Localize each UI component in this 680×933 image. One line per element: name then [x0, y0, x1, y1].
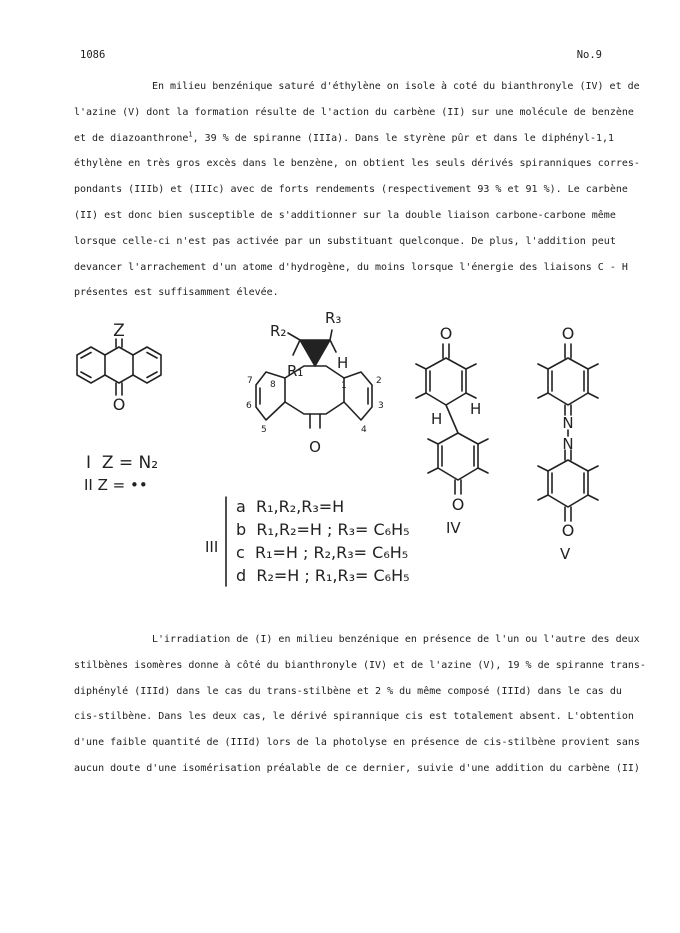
position-number: 8 [270, 380, 276, 390]
label-compound-III: III [205, 538, 219, 556]
position-number: 7 [247, 376, 253, 386]
text-line: En milieu benzénique saturé d'éthylène on isole à coté du bianthronyle (IV) et de [152, 81, 640, 92]
label-compound-I: I Z = N₂ [86, 453, 159, 473]
atom-Z: Z [113, 321, 125, 341]
text-line: pondants (IIIb) et (IIIc) avec de forts rendements (respectivement 93 % et 91 %). Le carbène [74, 184, 628, 196]
atom-H-left: H [431, 410, 443, 428]
atom-O-bottom: O [451, 495, 465, 514]
atom-O-top: O [561, 324, 575, 343]
text-line: présentes est suffisamment élevée. [74, 287, 279, 299]
position-number: 3 [378, 401, 384, 411]
compound-V-structure [538, 324, 598, 563]
footnote-ref: 1 [188, 130, 193, 139]
position-number: 1 [341, 381, 347, 391]
atom-O: O [112, 395, 126, 414]
position-number: 5 [261, 425, 267, 435]
atom-R2: R₂ [270, 322, 287, 340]
text-line: devancer l'arrachement d'un atome d'hydrogène, du moins lorsque l'énergie des liaisons C - H [74, 261, 628, 273]
atom-H: H [337, 354, 349, 372]
position-number: 6 [246, 401, 252, 411]
atom-N-2: N [562, 435, 574, 453]
compound-IV-structure [416, 324, 488, 537]
label-compound-IV: IV [446, 519, 461, 537]
journal-issue: No.9 [576, 49, 602, 61]
text-line: cis-stilbène. Dans les deux cas, le dérivé spirannique cis est totalement absent. L'obtention [74, 711, 634, 723]
atom-O-top: O [439, 324, 453, 343]
compound-I-II-structure [77, 321, 161, 494]
text-line: l'azine (V) dont la formation résulte de l'action du carbène (II) sur une molécule de benzène [74, 106, 634, 118]
atom-R1: R₁ [287, 362, 304, 380]
variant-b: b R₁,R₂=H ; R₃= C₆H₅ [236, 520, 410, 539]
text-line: d'une faible quantité de (IIId) lors de la photolyse en présence de cis-stilbène provient sans [74, 737, 640, 749]
position-number: 4 [361, 425, 367, 435]
variant-a: a R₁,R₂,R₃=H [236, 497, 345, 516]
compound-III-structure [205, 309, 410, 586]
variant-c: c R₁=H ; R₂,R₃= C₆H₅ [236, 543, 409, 562]
page-number: 1086 [80, 49, 106, 61]
text-line: L'irradiation de (I) en milieu benzénique en présence de l'un ou l'autre des deux [152, 634, 640, 645]
text-fragment: , 39 % de spiranne (IIIa). Dans le styrène pûr et dans le diphényl-1,1 [192, 132, 615, 144]
text-line: (II) est donc bien susceptible de s'additionner sur la double liaison carbone-carbone même [74, 209, 616, 221]
text-line: aucun doute d'une isomérisation préalable de ce dernier, suivie d'une addition du carbène (II) [74, 762, 640, 774]
atom-N-1: N [562, 414, 574, 432]
label-compound-II: II Z = •• [84, 476, 148, 494]
text-fragment: et de diazoanthrone [74, 132, 189, 144]
text-line: diphénylé (IIId) dans le cas du trans-stilbène et 2 % du même composé (IIId) dans le cas du [74, 685, 622, 697]
atom-R3: R₃ [325, 309, 342, 327]
atom-O: O [309, 438, 321, 456]
text-line: lorsque celle-ci n'est pas activée par un substituant quelconque. De plus, l'addition peut [74, 235, 616, 247]
atom-H-right: H [470, 400, 482, 418]
atom-O-bottom: O [561, 521, 575, 540]
label-compound-V: V [560, 545, 571, 563]
position-number: 2 [376, 376, 382, 386]
variant-d: d R₂=H ; R₁,R₃= C₆H₅ [236, 566, 410, 585]
paragraph-2 [74, 627, 646, 782]
text-line: éthylène en très gros excès dans le benzène, on obtient les seuls dérivés spiranniques corres- [74, 158, 640, 170]
text-line: stilbènes isomères donne à côté du bianthronyle (IV) et de l'azine (V), 19 % de spiranne trans- [74, 659, 646, 671]
